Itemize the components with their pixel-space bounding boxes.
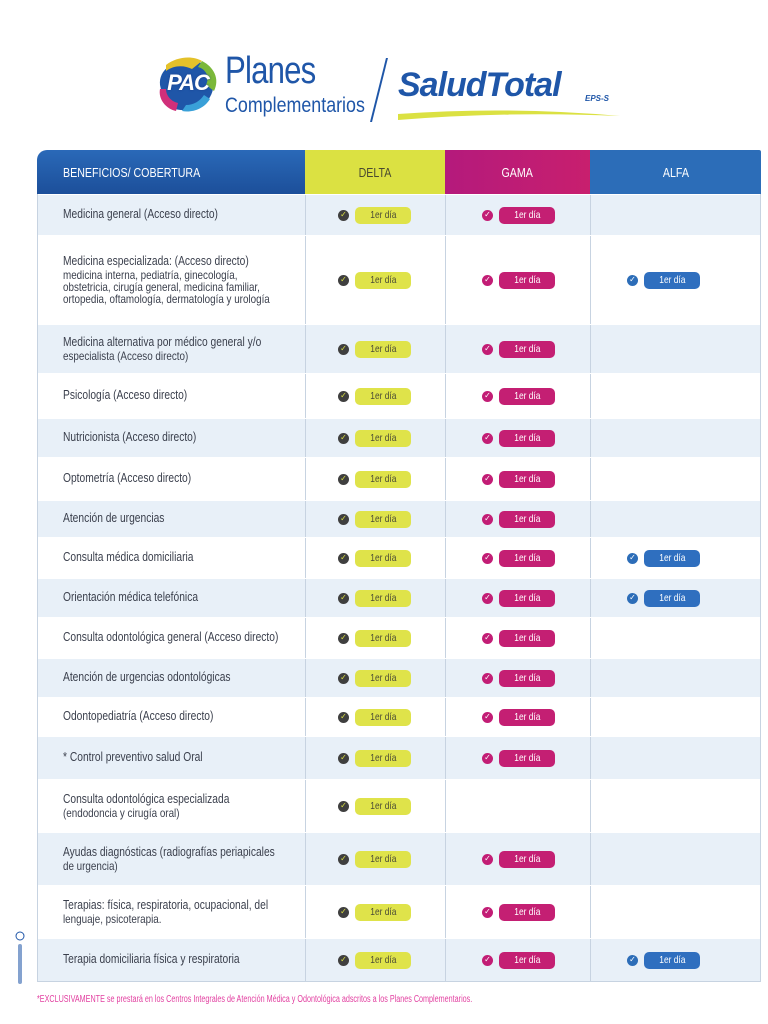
gama-cell <box>446 236 591 324</box>
coverage-label: 1er día <box>658 552 686 564</box>
benefit-cell <box>38 538 306 578</box>
check-icon: ✓ <box>482 391 493 402</box>
delta-cell <box>306 538 446 578</box>
benefit-label: Terapias: física, respiratoria, ocupacional, del <box>63 898 269 913</box>
column-header-gama: GAMA <box>445 150 590 194</box>
gama-cell <box>446 886 591 938</box>
benefit-detail: obstetricia, cirugía general, medicina familiar, <box>63 279 260 294</box>
designer-credit-icon <box>14 930 26 986</box>
check-icon: ✓ <box>482 673 493 684</box>
check-icon: ✓ <box>482 955 493 966</box>
gama-cell <box>446 325 591 373</box>
gama-coverage-badge <box>499 630 555 647</box>
delta-cell <box>306 419 446 457</box>
benefit-label: Orientación médica telefónica <box>63 590 199 605</box>
coverage-label: 1er día <box>658 592 686 604</box>
gama-coverage-badge <box>499 952 555 969</box>
gama-coverage-badge <box>499 709 555 726</box>
partner-logo: SaludTotal <box>398 66 561 104</box>
check-icon: ✓ <box>482 514 493 525</box>
table-row <box>38 500 760 537</box>
coverage-label: 1er día <box>369 274 397 286</box>
benefits-table <box>37 150 761 992</box>
table-body <box>37 194 761 982</box>
alfa-cell <box>591 419 760 457</box>
coverage-label: 1er día <box>513 473 541 485</box>
check-icon: ✓ <box>338 955 349 966</box>
benefit-label: Consulta médica domiciliaria <box>63 550 194 565</box>
alfa-cell <box>591 737 760 779</box>
delta-coverage-badge <box>355 670 411 687</box>
delta-cell <box>306 501 446 537</box>
check-icon: ✓ <box>482 275 493 286</box>
benefit-cell <box>38 419 306 457</box>
coverage-label: 1er día <box>513 711 541 723</box>
table-row <box>38 779 760 832</box>
benefit-cell <box>38 458 306 500</box>
header <box>0 0 768 150</box>
delta-coverage-badge <box>355 590 411 607</box>
benefit-cell <box>38 374 306 418</box>
coverage-label: 1er día <box>369 432 397 444</box>
coverage-label: 1er día <box>369 592 397 604</box>
benefit-label: Consulta odontológica general (Acceso directo) <box>63 630 279 645</box>
gama-coverage-badge <box>499 750 555 767</box>
benefit-label: Ayudas diagnósticas (radiografías periapicales <box>63 845 275 860</box>
gama-coverage-badge <box>499 851 555 868</box>
table-row <box>38 885 760 938</box>
coverage-label: 1er día <box>513 513 541 525</box>
check-icon: ✓ <box>482 712 493 723</box>
check-icon: ✓ <box>338 344 349 355</box>
benefit-cell <box>38 618 306 658</box>
check-icon: ✓ <box>338 673 349 684</box>
coverage-label: 1er día <box>369 711 397 723</box>
benefit-label: Atención de urgencias <box>63 511 165 526</box>
coverage-label: 1er día <box>369 906 397 918</box>
check-icon: ✓ <box>338 633 349 644</box>
delta-coverage-badge <box>355 550 411 567</box>
delta-cell <box>306 236 446 324</box>
column-header-delta: DELTA <box>305 150 445 194</box>
gama-coverage-badge <box>499 511 555 528</box>
check-icon: ✓ <box>482 210 493 221</box>
coverage-label: 1er día <box>513 752 541 764</box>
table-row <box>38 697 760 736</box>
alfa-cell <box>591 374 760 418</box>
check-icon: ✓ <box>482 907 493 918</box>
delta-coverage-badge <box>355 272 411 289</box>
alfa-cell <box>591 195 760 235</box>
table-header <box>37 150 761 194</box>
swoosh-icon <box>398 106 620 122</box>
delta-cell <box>306 659 446 697</box>
check-icon: ✓ <box>338 391 349 402</box>
table-row <box>38 658 760 697</box>
check-icon: ✓ <box>338 433 349 444</box>
gama-coverage-badge <box>499 341 555 358</box>
benefit-detail: especialista (Acceso directo) <box>63 348 189 363</box>
delta-coverage-badge <box>355 471 411 488</box>
check-icon: ✓ <box>482 753 493 764</box>
gama-cell <box>446 698 591 736</box>
delta-cell <box>306 780 446 832</box>
delta-cell <box>306 325 446 373</box>
benefit-cell <box>38 659 306 697</box>
brand-title: Planes <box>225 50 316 92</box>
gama-coverage-badge <box>499 207 555 224</box>
coverage-label: 1er día <box>369 343 397 355</box>
check-icon: ✓ <box>338 514 349 525</box>
coverage-label: 1er día <box>369 954 397 966</box>
footnote: *EXCLUSIVAMENTE se prestará en los Centros Integrales de Atención Médica y Odontológica adscritos a los Planes Complementarios. <box>37 994 473 1005</box>
gama-cell <box>446 780 591 832</box>
check-icon: ✓ <box>482 854 493 865</box>
table-row <box>38 194 760 235</box>
alfa-cell <box>591 659 760 697</box>
table-row <box>38 324 760 373</box>
check-icon: ✓ <box>482 433 493 444</box>
delta-coverage-badge <box>355 388 411 405</box>
benefit-cell <box>38 579 306 617</box>
table-row <box>38 418 760 457</box>
gama-coverage-badge <box>499 904 555 921</box>
coverage-label: 1er día <box>513 906 541 918</box>
benefit-cell <box>38 195 306 235</box>
benefit-cell <box>38 886 306 938</box>
check-icon: ✓ <box>338 907 349 918</box>
benefit-cell <box>38 939 306 981</box>
check-icon: ✓ <box>338 753 349 764</box>
delta-coverage-badge <box>355 430 411 447</box>
table-row <box>38 938 760 981</box>
gama-coverage-badge <box>499 670 555 687</box>
check-icon: ✓ <box>482 474 493 485</box>
delta-coverage-badge <box>355 851 411 868</box>
benefit-cell <box>38 501 306 537</box>
alfa-cell <box>591 458 760 500</box>
delta-coverage-badge <box>355 341 411 358</box>
coverage-label: 1er día <box>369 752 397 764</box>
check-icon: ✓ <box>338 275 349 286</box>
coverage-label: 1er día <box>658 274 686 286</box>
table-row <box>38 457 760 500</box>
benefit-label: Consulta odontológica especializada <box>63 792 230 807</box>
check-icon: ✓ <box>338 801 349 812</box>
benefit-cell <box>38 780 306 832</box>
brand-subtitle: Complementarios <box>225 94 365 117</box>
coverage-label: 1er día <box>369 390 397 402</box>
benefit-label: Odontopediatría (Acceso directo) <box>63 709 214 724</box>
benefit-cell <box>38 236 306 324</box>
gama-cell <box>446 939 591 981</box>
table-row <box>38 832 760 885</box>
benefit-label: Terapia domiciliaria física y respiratoria <box>63 952 240 967</box>
coverage-label: 1er día <box>369 552 397 564</box>
benefit-cell <box>38 833 306 885</box>
benefit-cell <box>38 737 306 779</box>
gama-cell <box>446 833 591 885</box>
alfa-cell <box>591 236 760 324</box>
table-row <box>38 537 760 578</box>
coverage-label: 1er día <box>513 632 541 644</box>
delta-coverage-badge <box>355 511 411 528</box>
coverage-label: 1er día <box>658 954 686 966</box>
check-icon: ✓ <box>338 854 349 865</box>
gama-cell <box>446 419 591 457</box>
coverage-label: 1er día <box>513 432 541 444</box>
coverage-label: 1er día <box>369 632 397 644</box>
coverage-label: 1er día <box>513 853 541 865</box>
benefit-detail: medicina interna, pediatría, ginecología, <box>63 267 238 282</box>
gama-coverage-badge <box>499 388 555 405</box>
check-icon: ✓ <box>627 593 638 604</box>
check-icon: ✓ <box>482 344 493 355</box>
check-icon: ✓ <box>627 955 638 966</box>
check-icon: ✓ <box>338 712 349 723</box>
coverage-label: 1er día <box>513 592 541 604</box>
gama-cell <box>446 195 591 235</box>
delta-cell <box>306 579 446 617</box>
benefit-label: Psicología (Acceso directo) <box>63 388 188 403</box>
delta-coverage-badge <box>355 750 411 767</box>
column-header-benefit: BENEFICIOS/ COBERTURA <box>37 150 305 194</box>
check-icon: ✓ <box>338 553 349 564</box>
check-icon: ✓ <box>482 593 493 604</box>
alfa-cell <box>591 698 760 736</box>
coverage-label: 1er día <box>513 274 541 286</box>
gama-cell <box>446 737 591 779</box>
gama-cell <box>446 538 591 578</box>
gama-cell <box>446 659 591 697</box>
benefit-detail: lenguaje, psicoterapia. <box>63 911 162 926</box>
check-icon: ✓ <box>482 553 493 564</box>
gama-coverage-badge <box>499 471 555 488</box>
coverage-label: 1er día <box>513 954 541 966</box>
alfa-cell <box>591 780 760 832</box>
coverage-label: 1er día <box>513 209 541 221</box>
check-icon: ✓ <box>338 474 349 485</box>
alfa-cell <box>591 833 760 885</box>
coverage-label: 1er día <box>369 853 397 865</box>
delta-cell <box>306 374 446 418</box>
benefit-label: Medicina especializada: (Acceso directo) <box>63 254 249 269</box>
gama-cell <box>446 458 591 500</box>
delta-coverage-badge <box>355 709 411 726</box>
gama-coverage-badge <box>499 272 555 289</box>
alfa-coverage-badge <box>644 550 700 567</box>
coverage-label: 1er día <box>369 209 397 221</box>
coverage-label: 1er día <box>513 672 541 684</box>
check-icon: ✓ <box>627 275 638 286</box>
delta-coverage-badge <box>355 904 411 921</box>
gama-cell <box>446 501 591 537</box>
coverage-label: 1er día <box>513 390 541 402</box>
table-row <box>38 578 760 617</box>
alfa-coverage-badge <box>644 590 700 607</box>
delta-cell <box>306 737 446 779</box>
gama-coverage-badge <box>499 550 555 567</box>
benefit-label: * Control preventivo salud Oral <box>63 750 203 765</box>
gama-cell <box>446 374 591 418</box>
check-icon: ✓ <box>338 210 349 221</box>
benefit-cell <box>38 698 306 736</box>
delta-coverage-badge <box>355 630 411 647</box>
check-icon: ✓ <box>482 633 493 644</box>
delta-coverage-badge <box>355 207 411 224</box>
benefit-detail: de urgencia) <box>63 858 118 873</box>
coverage-label: 1er día <box>369 800 397 812</box>
delta-cell <box>306 939 446 981</box>
delta-cell <box>306 195 446 235</box>
coverage-label: 1er día <box>369 473 397 485</box>
table-row <box>38 373 760 418</box>
delta-cell <box>306 618 446 658</box>
coverage-label: 1er día <box>369 672 397 684</box>
check-icon: ✓ <box>338 593 349 604</box>
delta-coverage-badge <box>355 952 411 969</box>
table-row <box>38 736 760 779</box>
table-row <box>38 617 760 658</box>
logo-divider <box>370 58 388 122</box>
column-header-alfa: ALFA <box>590 150 761 194</box>
partner-suffix: EPS-S <box>585 94 610 103</box>
benefit-label: Atención de urgencias odontológicas <box>63 670 231 685</box>
alfa-cell <box>591 618 760 658</box>
gama-coverage-badge <box>499 590 555 607</box>
alfa-coverage-badge <box>644 272 700 289</box>
gama-coverage-badge <box>499 430 555 447</box>
benefit-label: Medicina general (Acceso directo) <box>63 207 218 222</box>
coverage-label: 1er día <box>513 552 541 564</box>
pac-badge-text: PAC <box>167 70 209 95</box>
check-icon: ✓ <box>627 553 638 564</box>
alfa-cell <box>591 579 760 617</box>
benefit-cell <box>38 325 306 373</box>
alfa-cell <box>591 939 760 981</box>
alfa-cell <box>591 325 760 373</box>
delta-cell <box>306 833 446 885</box>
delta-cell <box>306 698 446 736</box>
delta-coverage-badge <box>355 798 411 815</box>
delta-cell <box>306 886 446 938</box>
benefit-label: Optometría (Acceso directo) <box>63 471 192 486</box>
delta-cell <box>306 458 446 500</box>
table-row <box>38 235 760 324</box>
alfa-cell <box>591 501 760 537</box>
gama-cell <box>446 618 591 658</box>
benefit-label: Medicina alternativa por médico general y/o <box>63 335 262 350</box>
benefit-detail: ortopedia, oftamología, dermatología y urología <box>63 291 270 306</box>
alfa-cell <box>591 886 760 938</box>
gama-cell <box>446 579 591 617</box>
benefit-detail: (endodoncia y cirugía oral) <box>63 805 180 820</box>
benefit-label: Nutricionista (Acceso directo) <box>63 430 197 445</box>
alfa-coverage-badge <box>644 952 700 969</box>
alfa-cell <box>591 538 760 578</box>
coverage-label: 1er día <box>369 513 397 525</box>
coverage-label: 1er día <box>513 343 541 355</box>
